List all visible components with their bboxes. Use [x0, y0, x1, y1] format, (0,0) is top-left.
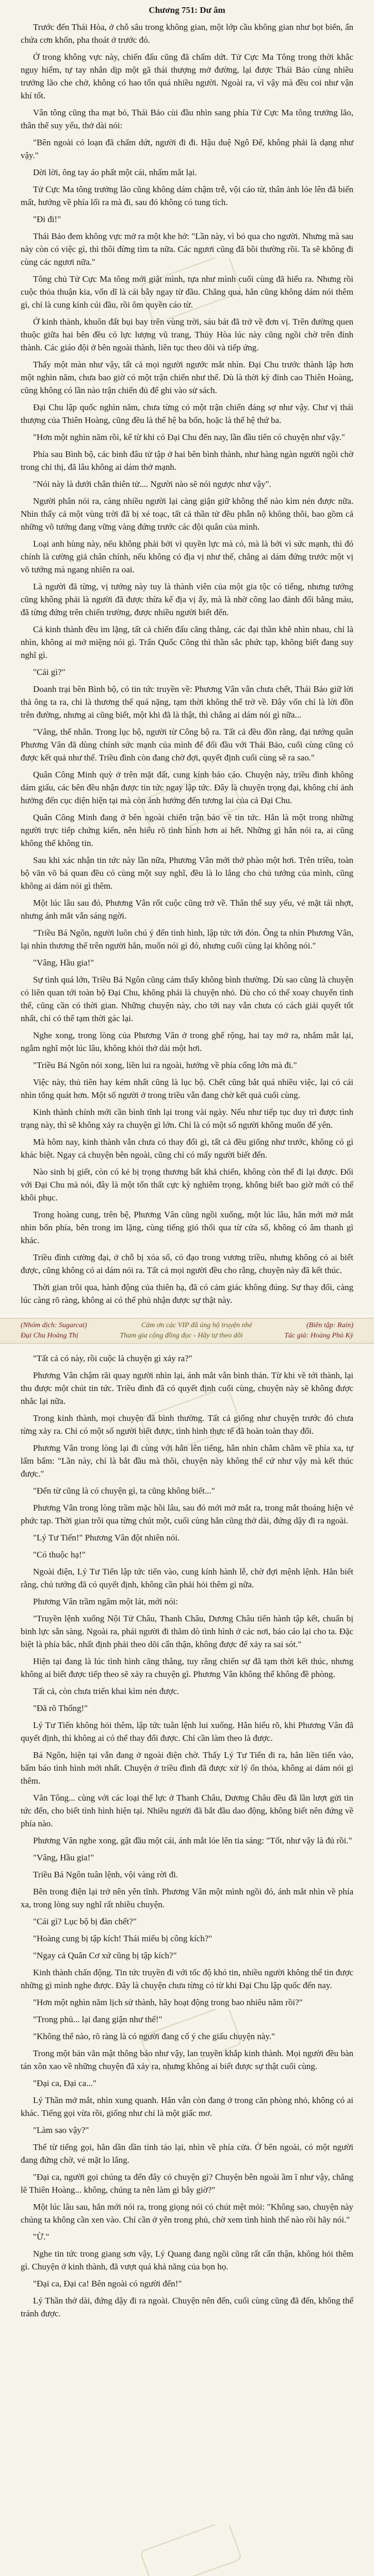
story-paragraph: Hiện tại đang là lúc tình hình căng thẳng, tuy rằng chiến sự đã tạm thời kết thúc, nhưng không ai biết được tiếp theo sẽ xảy ra chuyện gì. Phương Vân không thể không đề phòng. [21, 1656, 353, 1679]
story-paragraph: Sau khi xác nhận tin tức này lần nữa, Phương Vân mới thở phào một hơi. Trên triều, toàn bộ văn võ bá quan đều có cùng một suy nghĩ, đều là lo lắng cho chủ tướng của mình, cũng không ai dám nói gì thêm. [21, 855, 353, 891]
story-paragraph: Kinh thành chấn động. Tin tức truyền đi với tốc độ khó tin, nhiều người không thể tin được những gì mình nghe được. Đây là chuyện chưa từng có từ khi Đại Chu lập quốc đến nay. [21, 1968, 353, 1990]
story-paragraph: Lý Thần mở mắt, nhìn xung quanh. Hắn vẫn còn đang ở trong căn phòng nhỏ, không có ai khác. Tiếng gọi vừa rồi, giống như chỉ là một giấc mơ. [21, 2095, 353, 2118]
story-paragraph: Lý Thần thở dài, đứng dậy đi ra ngoài. Chuyện nên đến, cuối cùng cũng đã đến, không thể tránh được. [21, 2296, 353, 2318]
story-paragraph: Nghe tin tức trong giang sơn vậy, Lý Quang đang ngồi cũng rất cẩn thận, không hỏi thêm gì. Chuyện ở kinh thành, đã vượt quá khả năng của bọn họ. [21, 2249, 353, 2272]
story-paragraph: Ở kinh thành, khuôn đất bụi bay trên vùng trời, sáu bát đã trở về đơn vị. Trên đường quen thuộc giữa hai bên đều có lực lượng vũ trang, Thủy Hòa lúc này cũng ngồi chờ trên đỉnh thành. Các giáo đội ở bên ngoài thành, liên tục theo dõi và tiếp ứng. [21, 317, 353, 352]
story-paragraph: Thấy một màn như vậy, tất cả mọi người ngước mắt nhìn. Đại Chu trước thành lập hơn một nghìn năm, chưa bao giờ có một trận chiến như thế. Dù là thời kỳ đỉnh cao Thiên Hoàng, cũng không có lần nào trận chiến đủ để ghi vào sử sách. [21, 360, 353, 395]
story-paragraph: "Cái gì?" [33, 667, 66, 677]
story-paragraph: Trong kinh thành, mọi chuyện đã bình thường. Tất cả giống như chuyện trước đó chưa từng xảy ra. Chỉ có một số người biết được, tình hình thực tế đã hoàn toàn thay đổi. [21, 1413, 353, 1436]
story-paragraph: "Có thuộc hạ!" [33, 1550, 86, 1560]
story-paragraph: Là người đã từng, vị tướng này tuy là thành viên của một gia tộc có tiếng, nhưng tướng cũng không phải là người đã được thừa kế địa vị ấy, mà là nhờ công lao đánh đổi bằng máu, đã từng đứng trên chiến trường, được nhiều người biết đến. [21, 582, 353, 617]
story-paragraph: Tông chủ Tử Cực Ma tông mới giật mình, tựa như mình cuối cùng đã hiểu ra. Nhưng rồi cuộc thỏa thuận kia, vốn dĩ là cái bẫy ngay từ đầu. Chẳng qua, hắn cũng không dám nói thêm gì, chỉ là cung kính cúi đầu, rồi ôm quyền cáo từ. [21, 274, 353, 310]
story-paragraph: "Truyền lệnh xuống Nội Tử Châu, Thanh Châu, Dương Châu tiến hành tập kết, chuẩn bị binh lực sẵn sàng. Ngoài ra, phái người đi thăm dò tình hình ở các nơi, báo cáo lại cho ta. Đặc biệt là phía bắc, nhất định phải theo dõi cẩn thận, không được để xảy ra sai sót." [21, 1614, 353, 1649]
watermark-logo [134, 2524, 248, 2576]
story-paragraph: Trong hoàng cung, trên bệ, Phương Vân cũng ngồi xuống, một lúc lâu, hắn mới mở mắt nhìn bốn phía, bên trong im lặng, cùng tiếng gió thổi qua từ cửa sổ, không có âm thanh gì khác. [21, 1210, 353, 1245]
story-paragraph: Triều đình cường đại, ở chỗ bị xóa sổ, có đạo trong vương triều, nhưng không có ai biết được, cũng không có ai dám nói ra. Tất cả mọi người đều cho rằng, chuyện này đã kết thúc. [21, 1252, 353, 1275]
story-paragraph: Phương Vân trầm ngâm một lát, mới nói: [33, 1597, 178, 1606]
story-paragraph: "Bên ngoài có loạn đã chấm dứt, người đi đi. Hậu duệ Ngô Đế, không phải là dạng như vậy." [21, 138, 353, 160]
story-paragraph: "Ừ." [33, 2232, 50, 2242]
story-paragraph: Bên trong điện lại trở nên yên tĩnh. Phương Vân một mình ngồi đó, ánh mắt nhìn về phía xa, trong lòng suy nghĩ rất nhiều chuyện. [21, 1887, 353, 1909]
story-paragraph: "Đến từ cũng là có chuyện gì, ta cũng không biết..." [33, 1486, 215, 1496]
chapter-title: Chương 751: Dư âm [149, 5, 225, 15]
story-paragraph: Triều Bá Ngôn tuân lệnh, vội vàng rời đi. [33, 1870, 178, 1879]
story-paragraph: "Vâng, Hầu gia!" [33, 1853, 94, 1862]
content-bottom [21, 1352, 353, 2320]
book-title: Đại Chu Hoàng Thị [21, 1332, 78, 1340]
content-top [21, 21, 353, 1307]
story-paragraph: Lý Tư Tiến không hỏi thêm, lập tức tuân lệnh lui xuống. Hắn hiểu rõ, khi Phương Vân đã quyết định, thì không ai có thể thay đổi được. Chỉ cần làm theo là được. [21, 1720, 353, 1743]
story-paragraph: "Đại ca, người gọi chúng ta đến đây có chuyện gì? Chuyện bên ngoài ầm ĩ như vậy, chẳng lẽ Thiên Hoàng... không, chúng ta nên làm gì bây giờ?" [21, 2172, 353, 2195]
story-paragraph: Nghe xong, trong lòng của Phương Vân ở trong ghế rộng, hai tay mở ra, nhắm mắt lại, ngẫm nghĩ một lúc lâu, không khỏi thở dài một hơi. [21, 1030, 353, 1053]
story-paragraph: Phương Vân trong lòng trầm mặc hồi lâu, sau đó mới mở mắt ra, trong mắt thoáng hiện vẻ phức tạp. Thời gian trôi qua từng chút một, cuối cùng hắn cũng thở dài, đứng dậy đi ra ngoài. [21, 1503, 353, 1526]
story-paragraph: "Lý Tư Tiến!" Phương Vân đột nhiên nói. [33, 1533, 180, 1543]
story-paragraph: "Cái gì? Lục bộ bị đàn chết?" [33, 1917, 137, 1926]
story-paragraph: Trước đến Thái Hòa, ở chỗ sâu trong không gian, một lớp cầu không gian như bọt biển, ẩn chứa cơn khốn, pha thoát ở trước đó. [21, 22, 353, 45]
story-paragraph: Tử Cực Ma tông trưởng lão cũng không dám chậm trễ, vội cáo từ, thân ảnh lóe lên đã biến mất, hướng về phía lối ra mà đi, sau đó không có tung tích. [21, 184, 353, 207]
story-paragraph: "Hơn một nghìn năm rồi, kể từ khi có Đại Chu đến nay, lần đầu tiên có chuyện như vậy." [33, 432, 345, 442]
story-paragraph: "Đã rõ Thống!" [33, 1703, 88, 1713]
story-paragraph: Bá Ngôn, hiện tại vẫn đang ở ngoài điện chờ. Thấy Lý Tư Tiến đi ra, hắn liền tiến vào, bẩm báo tình hình mới nhất. Chuyện ở triều đình đã được xử lý ổn thỏa, không ai dám nói gì thêm. [21, 1750, 353, 1786]
story-paragraph: "Làm sao vậy?" [33, 2125, 89, 2135]
story-paragraph: Phía sau Bình bộ, các binh đâu tử tập ở hai bên bình thành, như hàng ngàn người ngồi chờ trong chỉ thị, đã lâu không ai dám thở mạnh. [21, 449, 353, 472]
story-paragraph: Một lúc lâu sau, hắn mới nói ra, trong giọng nói có chút mệt mỏi: "Không sao, chuyện này chúng ta không cần xen vào. Chỉ cần ở yên trong phủ, chờ xem tình hình thế nào rồi hãy nói." [21, 2202, 353, 2225]
story-paragraph: Phương Vân chậm rãi quay người nhìn lại, ánh mắt vẫn bình thản. Từ khi về tới thành, lại thu được một chút tin tức. Triều đình đã có quyết định cuối cùng, chuyện này sẽ không được nhắc lại nữa. [21, 1370, 353, 1406]
story-paragraph: "Nói này là dưới chân thiên tử.... Người nào sẽ nói ngược như vậy". [33, 479, 271, 489]
story-paragraph: "Triều Bá Ngôn nói xong, liền lui ra ngoài, hướng về phía cổng lớn mà đi." [33, 1060, 297, 1070]
story-paragraph: Vân tông cũng tha mạt bỏ, Thái Bảo cùi đầu nhìn sang phía Tử Cực Ma tông trưởng lão, thân thể suy yếu, thở dài nói: [21, 108, 353, 130]
story-paragraph: "Trong phủ... lại đang giận như thế!" [33, 2014, 162, 2024]
story-paragraph: Dời lời, ông tay áo phất một cái, nhấm mắt lại. [33, 167, 197, 177]
story-paragraph: Thái Bảo đem không vực mở ra một khe hở: "Lần này, vì bỏ qua cho người. Nhưng mà sau này còn có việc gì, thì thôi đừng tìm ta nữa. Các ngươi cũng đã bồi thường rồi. Ta sẽ không đi cùng các ngươi nữa." [21, 231, 353, 267]
story-paragraph: Thể từ tiếng gọi, hắn dần dần tỉnh táo lại, nhìn về phía cửa. Ở bên ngoài, có một người đang đứng chờ, vẻ mặt lo lắng. [21, 2142, 353, 2165]
story-paragraph: Cả kinh thành đều im lặng, tất cả chiến đấu căng thẳng, các đại thần khẽ nhìn nhau, chỉ là nhìn, không ai mở miệng nói gì. Trấn Quốc Công thì thần sắc phức tạp, không biết đang suy nghĩ gì. [21, 624, 353, 660]
story-paragraph: Phương Vân nghe xong, gật đầu một cái, ánh mắt lóe lên tia sáng: "Tốt, như vậy là đủ rồi." [33, 1836, 352, 1845]
editor-credit: (Biên tập: Rain) [306, 1321, 353, 1329]
story-paragraph: Mà hôm nay, kinh thành vẫn chưa có thay đổi gì, tất cả đều giống như trước, không có gì khác biệt. Ngay cả chuyện bên ngoài, cũng chỉ có mấy người biết đến. [21, 1137, 353, 1160]
story-paragraph: "Vâng, Hầu gia!" [33, 958, 94, 968]
story-paragraph: "Đi đi!" [33, 214, 61, 224]
story-paragraph: Loại anh hùng này, nếu không phải bởi vì quyền lực mà có, mà là bởi vì sức mạnh, thì đó chính là cường giả chân chính, nếu không có địa vị như thế, chẳng ai dám đứng trước một vị võ tướng mà ngang nhiên ra oai. [21, 539, 353, 574]
story-paragraph: Doanh trại bên Bình bộ, có tin tức truyền về: Phương Vân vẫn chưa chết, Thái Bảo giữ lời thả ông ta ra, chỉ là thương thế quá nặng, tạm thời không thể trở về. Đây vốn chỉ là lời đồn trên đường, nhưng ai cũng biết, một khi đã là thật, thì chẳng ai dám nói gì nữa... [21, 684, 353, 720]
story-paragraph: Quân Công Minh quỳ ở trên mặt đất, cung kính báo cáo. Chuyện này, triều đình không dám giấu, các bên đều nhận được tin tức ngay lập tức. Đây là chuyện trọng đại, không chỉ ảnh hưởng đến cục diện hiện tại mà còn ảnh hưởng đến tương lai của cả Đại Chu. [21, 770, 353, 805]
story-paragraph: "Ngay cả Quân Cơ xứ cũng bị tập kích?" [33, 1951, 177, 1960]
story-paragraph: Sự tình quá lớn, Triều Bá Ngôn cũng cảm thấy không bình thường. Dù sao cũng là chuyện có liên quan tới toàn bộ Đại Chu, không phải là chuyện nhỏ. Dù cho có thể xoay chuyển tình thế, cũng cần có thời gian. Những chuyện này, cho tới nay vẫn chưa có cách giải quyết tốt nhất, chỉ có thể tạm thời gác lại. [21, 975, 353, 1023]
story-paragraph: Trong một bản văn mật thông báo như vậy, lan truyền khắp kinh thành. Mọi người đều bàn tán xôn xao về những chuyện đã xảy ra, nhưng không ai biết được sự thật cuối cùng. [21, 2048, 353, 2071]
story-paragraph: Vân Tông... cùng với các loại thế lực ở Thanh Châu, Dương Châu đều đã lần lượt gửi tin tức đến, cho biết tình hình hiện tại. Nhiều người đã bắt đầu dao động, không biết nên đứng về phía nào. [21, 1793, 353, 1828]
translator-credit: (Nhóm dịch: Sugarcat) [21, 1321, 87, 1329]
author-credit: Tác giả: Hoàng Phủ Kỳ [284, 1332, 353, 1340]
community-note: Tham gia cộng đồng đọc - Hãy tự theo dõi [120, 1332, 243, 1340]
story-paragraph: "Hơn một nghìn năm lịch sử thành, hãy hoạt động trong bao nhiêu năm rồi?" [33, 1997, 303, 2007]
story-paragraph: Kinh thành chính mới cần bình tĩnh lại trong vài ngày. Nếu như tiếp tục duy trì được tình trạng này, thì sẽ không xảy ra chuyện gì lớn. Chỉ là có một số người không muốn để yên. [21, 1107, 353, 1130]
story-paragraph: Ở trong không vực này, chiến đấu cũng đã chấm dứt. Tử Cực Ma Tông trong thời khắc nguy hiểm, tự tay nhân dịp một gã thái thượng mở đường, lại được Thái Bảo cùng nhiều trưởng lão che chở, không có hao tổn quá nhiều người. Ngoài ra, vì vậy mà đều coi như vận khí tốt. [21, 52, 353, 100]
divider-band [0, 1318, 374, 1344]
story-paragraph: Đại Chu lập quốc nghìn năm, chưa từng có một trận chiến đáng sợ như vậy. Chư vị thái thượng của Thiên Hoàng, cũng đều là thế hệ ba bốn, hoặc là thế hệ thứ ba. [21, 402, 353, 425]
story-paragraph: Nào sinh bị giết, còn có kẻ bị trọng thương bất khả chiến, không còn thể đi lại được. Đối với Đại Chu mà nói, đây là một tổn thất cực kỳ nghiêm trọng, không biết bao giờ mới có thể khôi phục. [21, 1167, 353, 1202]
story-paragraph: "Không thể nào, rõ ràng là có người đang cố ý che giấu chuyện này." [33, 2031, 275, 2041]
story-paragraph: Một lúc lâu sau đó, Phương Vân rốt cuộc cũng trở về. Thân thể suy yếu, vẻ mặt tái nhợt, nhưng ánh mắt vẫn sáng ngời. [21, 898, 353, 921]
story-paragraph: "Đại ca, Đại ca! Bên ngoài có người đến!" [33, 2279, 182, 2289]
thanks-note: Cám ơn các VIP đã ủng hộ truyện nhé [141, 1321, 252, 1329]
story-paragraph: Phương Vân trong lòng lại đi cùng với hắn lên tiếng, hắn nhìn chằm chằm về phía xa, tự lẩm bẩm: "Lần này, chỉ là bắt đầu mà thôi, chuyện này không thể cứ như vậy mà kết thúc được." [21, 1443, 353, 1479]
story-paragraph: Người phân nói ra, càng nhiều người lại càng giận giữ không thể nào kìm nén được nữa. Nhìn thấy cả một vùng trời đã bị xé toạc, tất cả thần tử đều phẫn nộ không thôi, bao gồm cả những võ tướng đang vững vàng đứng trước các đội quân của mình. [21, 496, 353, 532]
story-paragraph: Việc này, thủ tiên hay kém nhất cũng là lục bộ. Chết cũng bắt quá nhiều việc, lại có cái nhìn tổng quát hơn. Một số người ở trong triều vẫn đang chờ kết quả cuối cùng. [21, 1077, 353, 1100]
story-paragraph: Tất cả, còn chưa triển khai kìm nén được. [33, 1686, 180, 1696]
story-paragraph: "Hoàng cung bị tập kích! Thái miếu bị công kích?" [33, 1934, 213, 1943]
story-paragraph: "Tất cả có này, rồi cuộc là chuyện gì xảy ra?" [33, 1353, 192, 1363]
story-paragraph: "Vâng, thế nhân. Trong lục bộ, người từ Công bộ ra. Tất cả đều đồn rằng, đại tướng quân Phương Vân đã dùng chính sức mạnh của mình để đối đầu với Thái Bảo, cuối cùng cũng có được kết quả như thế. Triều đình còn đang chờ đợi, quyết định cuối cùng sẽ ra sao." [21, 727, 353, 762]
story-paragraph: Ngoài điện, Lý Tư Tiến lập tức tiến vào, cung kính hành lễ, chờ đợi mệnh lệnh. Hắn biết rằng, chủ tướng đã có quyết định, không cần phải hỏi thêm gì nữa. [21, 1567, 353, 1589]
story-paragraph: "Đại ca, Đại ca..." [33, 2078, 96, 2088]
story-paragraph: Thời gian trôi qua, hành động của thiên hạ, đã có cảm giác không đúng. Sự thay đổi, càng lúc càng rõ ràng, không ai có thể phủ nhận được sự thật này. [21, 1282, 353, 1305]
story-paragraph: Quân Công Minh đang ở bên ngoài chiến trận báo về tin tức. Hắn là một trong những người trực tiếp chứng kiến, nên hiểu rõ tình hình hơn ai hết. Những gì hắn nói ra, ai cũng không thể không tin. [21, 812, 353, 848]
story-paragraph: "Triều Bá Ngôn, người luôn chú ý đến tình hình, lập tức tới đón. Ông ta nhìn Phương Vân, lại nhìn thương thế trên người hắn, muốn nói gì đó, nhưng cuối cùng lại không nói." [21, 928, 353, 951]
